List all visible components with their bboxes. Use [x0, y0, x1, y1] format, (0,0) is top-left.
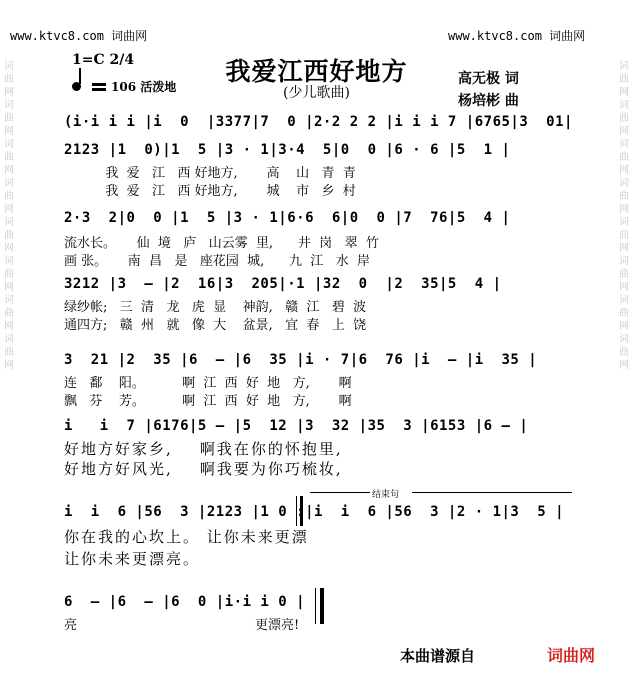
score-line-1: (i·i i i |i 0 |3377|7 0 |2·2 2 2 |i i i 7 |6765|3 01|: [64, 114, 573, 130]
lyric-line-3-verse-1: 流水长。 仙 境 庐 山云雾 里, 井 岗 翠 竹: [64, 236, 379, 251]
lyric-line-2-verse-2: 我 爱 江 西 好地方, 城 市 乡 村: [64, 184, 356, 199]
coda-bracket-right: [412, 492, 572, 493]
lyric-line-2-verse-1: 我 爱 江 西 好地方, 高 山 青 青: [64, 166, 356, 181]
right-watermark-column: 词曲网词曲网词曲网词曲网词曲网词曲网词曲网词曲网: [619, 61, 629, 371]
tempo-text: 106 活泼地: [111, 80, 177, 94]
composer-credit: 杨培彬 曲: [458, 93, 519, 109]
source-label: 本曲谱源自: [400, 647, 476, 665]
lyric-line-3-verse-2: 画 张。 南 昌 是 座花园 城, 九 江 水 岸: [64, 254, 370, 269]
key-signature: 1=C 2/4: [72, 52, 135, 68]
score-line-7: i i 6 |56 3 |2123 |1 0 :|i i 6 |56 3 |2 · 1|3 5 |: [64, 504, 565, 520]
score-line-4: 3212 |3 — |2 16|3 205|·1 |32 0 |2 35|5 4 |: [64, 276, 502, 292]
lyric-line-7-verse-1: 你在我的心坎上。 让你未来更漂: [64, 528, 309, 546]
score-line-8: 6 — |6 — |6 0 |i·i i 0 |: [64, 594, 306, 610]
lyric-line-5-verse-1: 连 鄱 阳。 啊 江 西 好 地 方, 啊: [64, 376, 352, 391]
brand-logo-text[interactable]: 词曲网: [547, 646, 596, 665]
lyric-line-4-verse-2: 通四方; 赣 州 就 像 大 盆景, 宜 春 上 饶: [64, 318, 367, 333]
coda-marker: 结束句: [372, 490, 400, 500]
song-subtitle: (少儿歌曲): [283, 85, 350, 101]
score-line-5: 3 21 |2 35 |6 — |6 35 |i · 7|6 76 |i — |i 35 |: [64, 352, 538, 368]
score-line-3: 2·3 2|0 0 |1 5 |3 · 1|6·6 6|0 0 |7 76|5 4 |: [64, 210, 511, 226]
lyric-line-4-verse-1: 绿纱帐; 三 清 龙 虎 显 神韵, 赣 江 碧 波: [64, 300, 367, 315]
song-title: 我爱江西好地方: [225, 57, 408, 86]
lyric-line-6-verse-1: 好地方好家乡, 啊我在你的怀抱里,: [64, 440, 343, 458]
lyric-line-5-verse-2: 飘 芬 芳。 啊 江 西 好 地 方, 啊: [64, 394, 352, 409]
watermark-left: www.ktvc8.com 词曲网: [10, 29, 148, 43]
lyricist-credit: 高无极 词: [458, 71, 519, 87]
lyric-line-8-b: 更漂亮!: [255, 618, 300, 633]
score-line-2: 2123 |1 0)|1 5 |3 · 1|3·4 5|0 0 |6 · 6 |5 1 |: [64, 142, 511, 158]
final-barline-thick: [320, 588, 324, 624]
left-watermark-column: 词曲网词曲网词曲网词曲网词曲网词曲网词曲网词曲网: [4, 61, 14, 371]
watermark-right: www.ktvc8.com 词曲网: [448, 29, 586, 43]
score-line-6: i i 7 |6176|5 — |5 12 |3 32 |35 3 |6153 |6 — |: [64, 418, 529, 434]
lyric-line-6-verse-2: 好地方好风光, 啊我要为你巧梳妆,: [64, 460, 343, 478]
coda-bracket-left: [310, 492, 370, 493]
lyric-line-7-verse-2: 让你未来更漂亮。: [64, 550, 201, 568]
lyric-line-8-a: 亮: [64, 618, 78, 633]
final-barline-thin: [315, 588, 316, 624]
